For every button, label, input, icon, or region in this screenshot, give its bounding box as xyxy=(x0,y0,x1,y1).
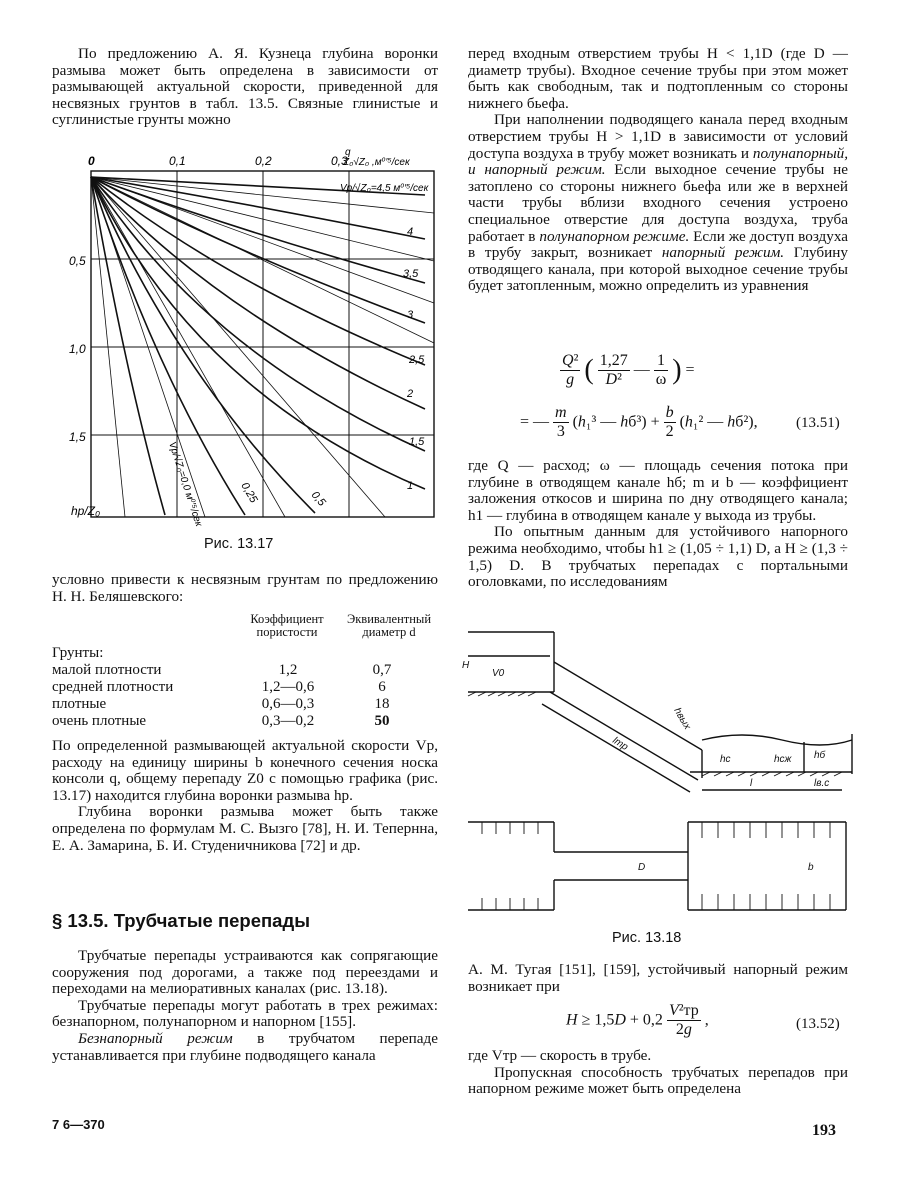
paragraph: По определенной размывающей актуальной скорости Vр, расходу на единицу ширины b конечного сечения носка консоли q, общему перепаду Z0 с помощью графика (рис. 13.17) находится глубина воронки размыва hр. xyxy=(52,737,438,804)
page-number: 193 xyxy=(812,1122,836,1139)
paragraph: перед входным отверстием трубы H < 1,1D (где D — диаметр трубы). Входное сечение трубы при этом может быть как свободным, так и подтопленным со стороны нижнего бьефа. xyxy=(468,45,848,112)
table-header-diameter: Эквивалентный диаметр d xyxy=(346,612,432,639)
fig-label: l xyxy=(750,778,753,789)
paragraph: условно привести к несвязным грунтам по предложению Н. Н. Беляшевского: xyxy=(52,571,438,605)
section-heading: § 13.5. Трубчатые перепады xyxy=(52,910,310,931)
paragraph: Глубина воронки размыва может быть также определена по формулам М. С. Вызго [78], Н. И. Тепернна, Е. А. Замарина, Б. И. Студеничникова [72] и др. xyxy=(52,803,438,854)
y-tick: 0,5 xyxy=(69,254,86,268)
fig-label: hвых xyxy=(671,706,693,732)
paragraph: где Vтр — скорость в трубе. xyxy=(468,1047,652,1064)
right-text-block xyxy=(468,46,848,295)
left-text-block xyxy=(52,738,438,854)
paragraph: А. М. Тугая [151], [159], устойчивый напорный режим возникает при xyxy=(468,961,848,995)
curve-label: 0,25 xyxy=(238,480,260,506)
curve-label: 3,5 xyxy=(403,268,419,280)
paragraph: При наполнении подводящего канала перед входным отверстием трубы H > 1,1D в зависимости от условий доступа воздуха в трубу может возникать и полунапорный, и напорный режим. Если выходное сечение трубы не затоплено со стороны нижнего бьефа или же в верхней части трубы вблизи входного сечения устроено специальное отверстие для доступа воздуха, труба работает в полунапорном режиме. Если же доступ воздуха в трубу закрыт, возникает напорный режим. Глубину отводящего канала, при которой выходное сечение трубы будет затопленным, можно определить из уравнения xyxy=(468,111,848,295)
curve-label: 1,5 xyxy=(409,436,425,448)
paragraph: По опытным данным для устойчивого напорного режима необходимо, чтобы h1 ≥ (1,05 ÷ 1,1) D, а H ≥ (1,3 ÷ 1,5) D. В трубчатых перепадах с портальными оголовками, по исследованиям xyxy=(468,523,848,591)
paragraph: По предложению А. Я. Кузнеца глубина воронки размыва может быть определена в зависимости от размывающей актуальной скорости, приведенной для несвязных грунтов в табл. 13.5. Связные глинистые и суглинистые грунты можно xyxy=(52,45,438,129)
fig-label: b xyxy=(808,862,814,873)
y-tick: 1,0 xyxy=(69,342,86,356)
figure-13-17 xyxy=(69,143,440,528)
curve-label: 4 xyxy=(407,226,414,238)
table-group-label: Грунты: xyxy=(52,645,104,661)
paragraph: Пропускная способность трубчатых перепадов при напорном режиме может быть определена xyxy=(468,1063,848,1098)
fig-label: lв.с xyxy=(814,778,830,789)
curve-label: Vр/√Z₀=4,5 м⁰′⁵/сек xyxy=(340,183,429,194)
fig-label: D xyxy=(638,862,646,873)
table-header-porosity: Коэффициент пористости xyxy=(250,612,324,639)
right-text-block-3 xyxy=(468,962,848,995)
fig-label: hс xyxy=(720,754,731,765)
curve-set xyxy=(91,177,425,515)
curve-label: 3 xyxy=(407,309,414,321)
equation-number: (13.52) xyxy=(796,1016,840,1032)
table-row: малой плотности 1,2 0,7 xyxy=(52,662,392,678)
curve-label: 2,5 xyxy=(409,354,425,366)
right-text-block-2 xyxy=(468,458,848,591)
y-tick: 1,5 xyxy=(69,430,86,444)
curve-label: 2 xyxy=(407,388,414,400)
x-tick: 0 xyxy=(88,154,95,168)
x-tick: 0,1 xyxy=(169,154,186,168)
table-row: очень плотные 0,3—0,2 50 xyxy=(52,713,390,729)
right-text-block-4 xyxy=(468,1048,848,1098)
fig-label: V0 xyxy=(492,668,505,679)
equation-number: (13.51) xyxy=(796,415,840,431)
x-tick: 0,3 xyxy=(331,154,348,168)
fig-label: H xyxy=(462,660,470,671)
x-axis-label: q xyxy=(345,147,351,158)
x-axis-label: Z₀√Z₀ ,м⁰′⁵/сек xyxy=(343,157,410,168)
y-axis-label: hр/Z₀ xyxy=(71,504,101,518)
figure-13-18 xyxy=(462,622,862,922)
equation-13-51-line2: = — $\frac{m}{3}$ (h₁³ — hб³) + $\frac{b}{2}$ (h₁² — hб²), xyxy=(520,404,758,440)
table-row: средней плотности 1,2—0,6 6 xyxy=(52,679,386,695)
table-body xyxy=(52,662,442,730)
equation-13-51-line1: $\frac{\text{Q²}}{g}$ ( $\frac{1,27}{\text{D²}}$ — $\frac{1}{\omega}$ ) = xyxy=(562,352,695,388)
paragraph: где Q — расход; ω — площадь сечения потока при глубине в отводящем канале hб; m и b — коэффициент заложения откосов и ширина по дну отводящего канала; h1 — глубина в отводящем канале у выхода из трубы. xyxy=(468,457,848,524)
table-row: плотные 0,6—0,3 18 xyxy=(52,696,390,712)
paragraph: Трубчатые перепады могут работать в трех режимах: безнапорном, полунапорном и напорном [155]. xyxy=(52,996,438,1031)
x-tick: 0,2 xyxy=(255,154,272,168)
curve-label: 0,5 xyxy=(308,489,328,509)
signature-mark: 7 6—370 xyxy=(52,1117,105,1132)
paragraph: Трубчатые перепады устраиваются как сопрягающие сооружения под дорогами, а также под переездами и переходами на мелиоративных каналах (рис. 13.18). xyxy=(52,947,438,998)
figure-caption: Рис. 13.17 xyxy=(204,536,274,552)
figure-caption: Рис. 13.18 xyxy=(612,930,682,946)
fig-label: hсж xyxy=(774,754,792,765)
paragraph: Безнапорный режим в трубчатом перепаде устанавливается при глубине подводящего канала xyxy=(52,1029,438,1064)
curve-label: 1 xyxy=(407,480,414,492)
equation-13-52: H ≥ 1,5D + 0,2 $\frac{\text{V²тр}}{2g}$ , xyxy=(566,1002,709,1038)
curve-label: Vр/√Z₀=0,0 м⁰′⁵/сек xyxy=(166,440,204,528)
fig-label: hб xyxy=(814,750,826,761)
left-text-block-2 xyxy=(52,948,438,1064)
hatching xyxy=(468,692,842,910)
fig-label: lтр xyxy=(610,735,630,754)
